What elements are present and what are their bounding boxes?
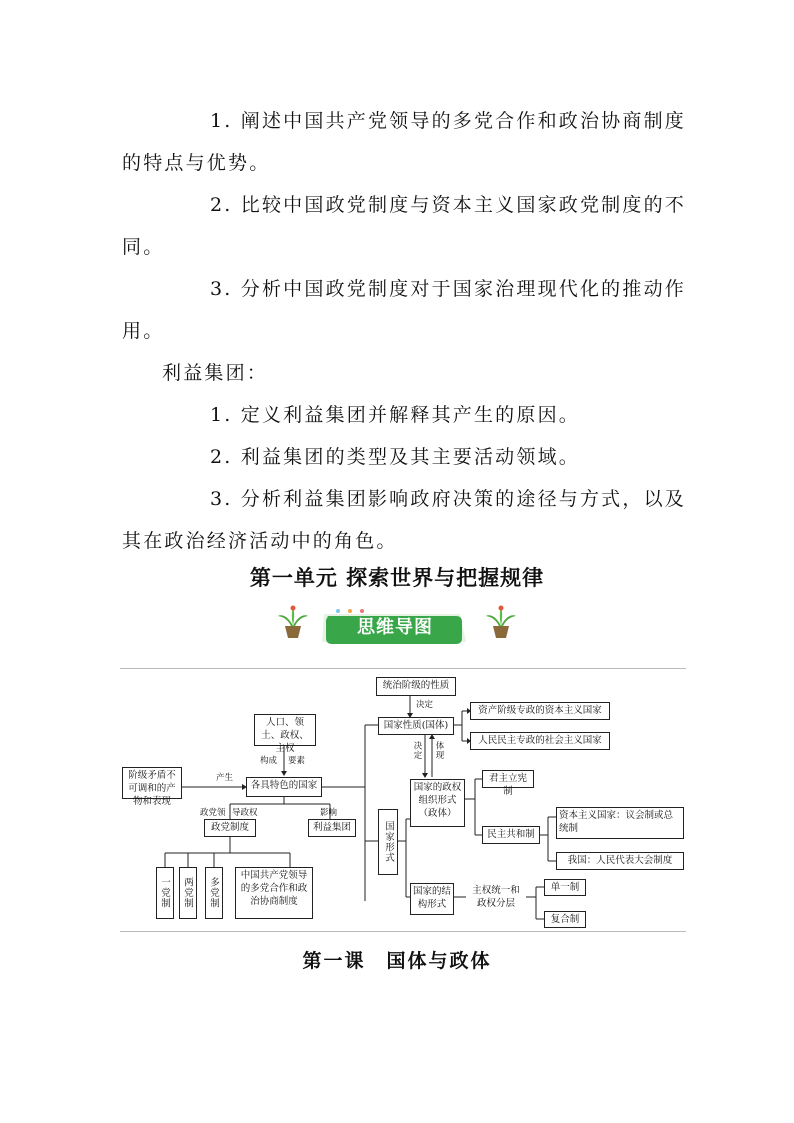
decides-label: 决定: [416, 700, 434, 710]
bourgeois-state-box: 资产阶级专政的资本主义国家: [470, 702, 610, 720]
section-label: 利益集团：: [162, 362, 269, 384]
mind-map: [120, 668, 686, 932]
unitary-box: 单一制: [544, 879, 586, 896]
banner-label: 思维导图: [357, 617, 433, 638]
plant-icon: [484, 604, 518, 640]
multi-party-box: 多党制: [205, 867, 223, 919]
republic-box: 民主共和制: [482, 826, 540, 844]
paragraph-line: 用。: [122, 320, 165, 342]
one-party-box: 一党制: [156, 867, 174, 919]
class-contradiction-box: 阶级矛盾不可调和的产物和表现: [122, 767, 182, 799]
decides-label: 决定: [412, 741, 422, 760]
party-system-box: 政党制度: [204, 819, 256, 837]
state-form-box: 国家形式: [378, 809, 398, 875]
china-system-box: 我国：人民代表大会制度: [556, 852, 684, 870]
produce-label: 产生: [216, 773, 234, 783]
compound-box: 复合制: [544, 911, 586, 928]
lesson-title: 第一课 国体与政体: [302, 950, 492, 972]
paragraph-line: 2. 利益集团的类型及其主要活动领域。: [210, 446, 580, 468]
const-monarchy-box: 君主立宪制: [482, 770, 534, 788]
state-box: 各具特色的国家: [246, 777, 322, 797]
population-territory-box: 人口、领土、政权、主权: [254, 714, 316, 746]
structure-form-box: 国家的结构形式: [410, 883, 454, 915]
party-lead-label: 政党领: [200, 808, 226, 818]
peoples-state-box: 人民民主专政的社会主义国家: [470, 732, 610, 750]
paragraph-line: 同。: [122, 236, 165, 258]
paragraph-line: 的特点与优势。: [122, 152, 271, 174]
paragraph-line: 2. 比较中国政党制度与资本主义国家政党制度的不: [210, 194, 686, 216]
paragraph-line: 1. 阐述中国共产党领导的多党合作和政治协商制度: [210, 110, 686, 132]
two-party-box: 两党制: [179, 867, 197, 919]
lead-power-label: 导政权: [232, 808, 258, 818]
ruling-class-nature-box: 统治阶级的性质: [376, 677, 456, 696]
paragraph-line: 其在政治经济活动中的角色。: [122, 530, 398, 552]
unit-title: 第一单元 探索世界与把握规律: [249, 566, 545, 590]
elements-label: 要素: [288, 756, 306, 766]
regime-form-box: 国家的政权组织形式（政体）: [410, 779, 465, 827]
cpc-system-box: 中国共产党领导的多党合作和政治协商制度: [235, 867, 313, 919]
paragraph-line: 3. 分析利益集团影响政府决策的途径与方式，以及: [210, 488, 686, 510]
embodies-label: 体现: [434, 741, 444, 760]
plant-icon: [276, 604, 310, 640]
mind-map-banner: [320, 608, 470, 648]
constitutes-label: 构成: [260, 756, 278, 766]
interest-group-box: 利益集团: [308, 819, 356, 837]
capitalist-system-box: 资本主义国家：议会制或总统制: [556, 807, 684, 839]
influence-label: 影响: [320, 808, 338, 818]
paragraph-line: 3. 分析中国政党制度对于国家治理现代化的推动作: [210, 278, 686, 300]
paragraph-line: 1. 定义利益集团并解释其产生的原因。: [210, 404, 580, 426]
sovereignty-box: 主权统一和政权分层: [466, 883, 526, 913]
state-nature-box: 国家性质(国体): [378, 717, 454, 735]
